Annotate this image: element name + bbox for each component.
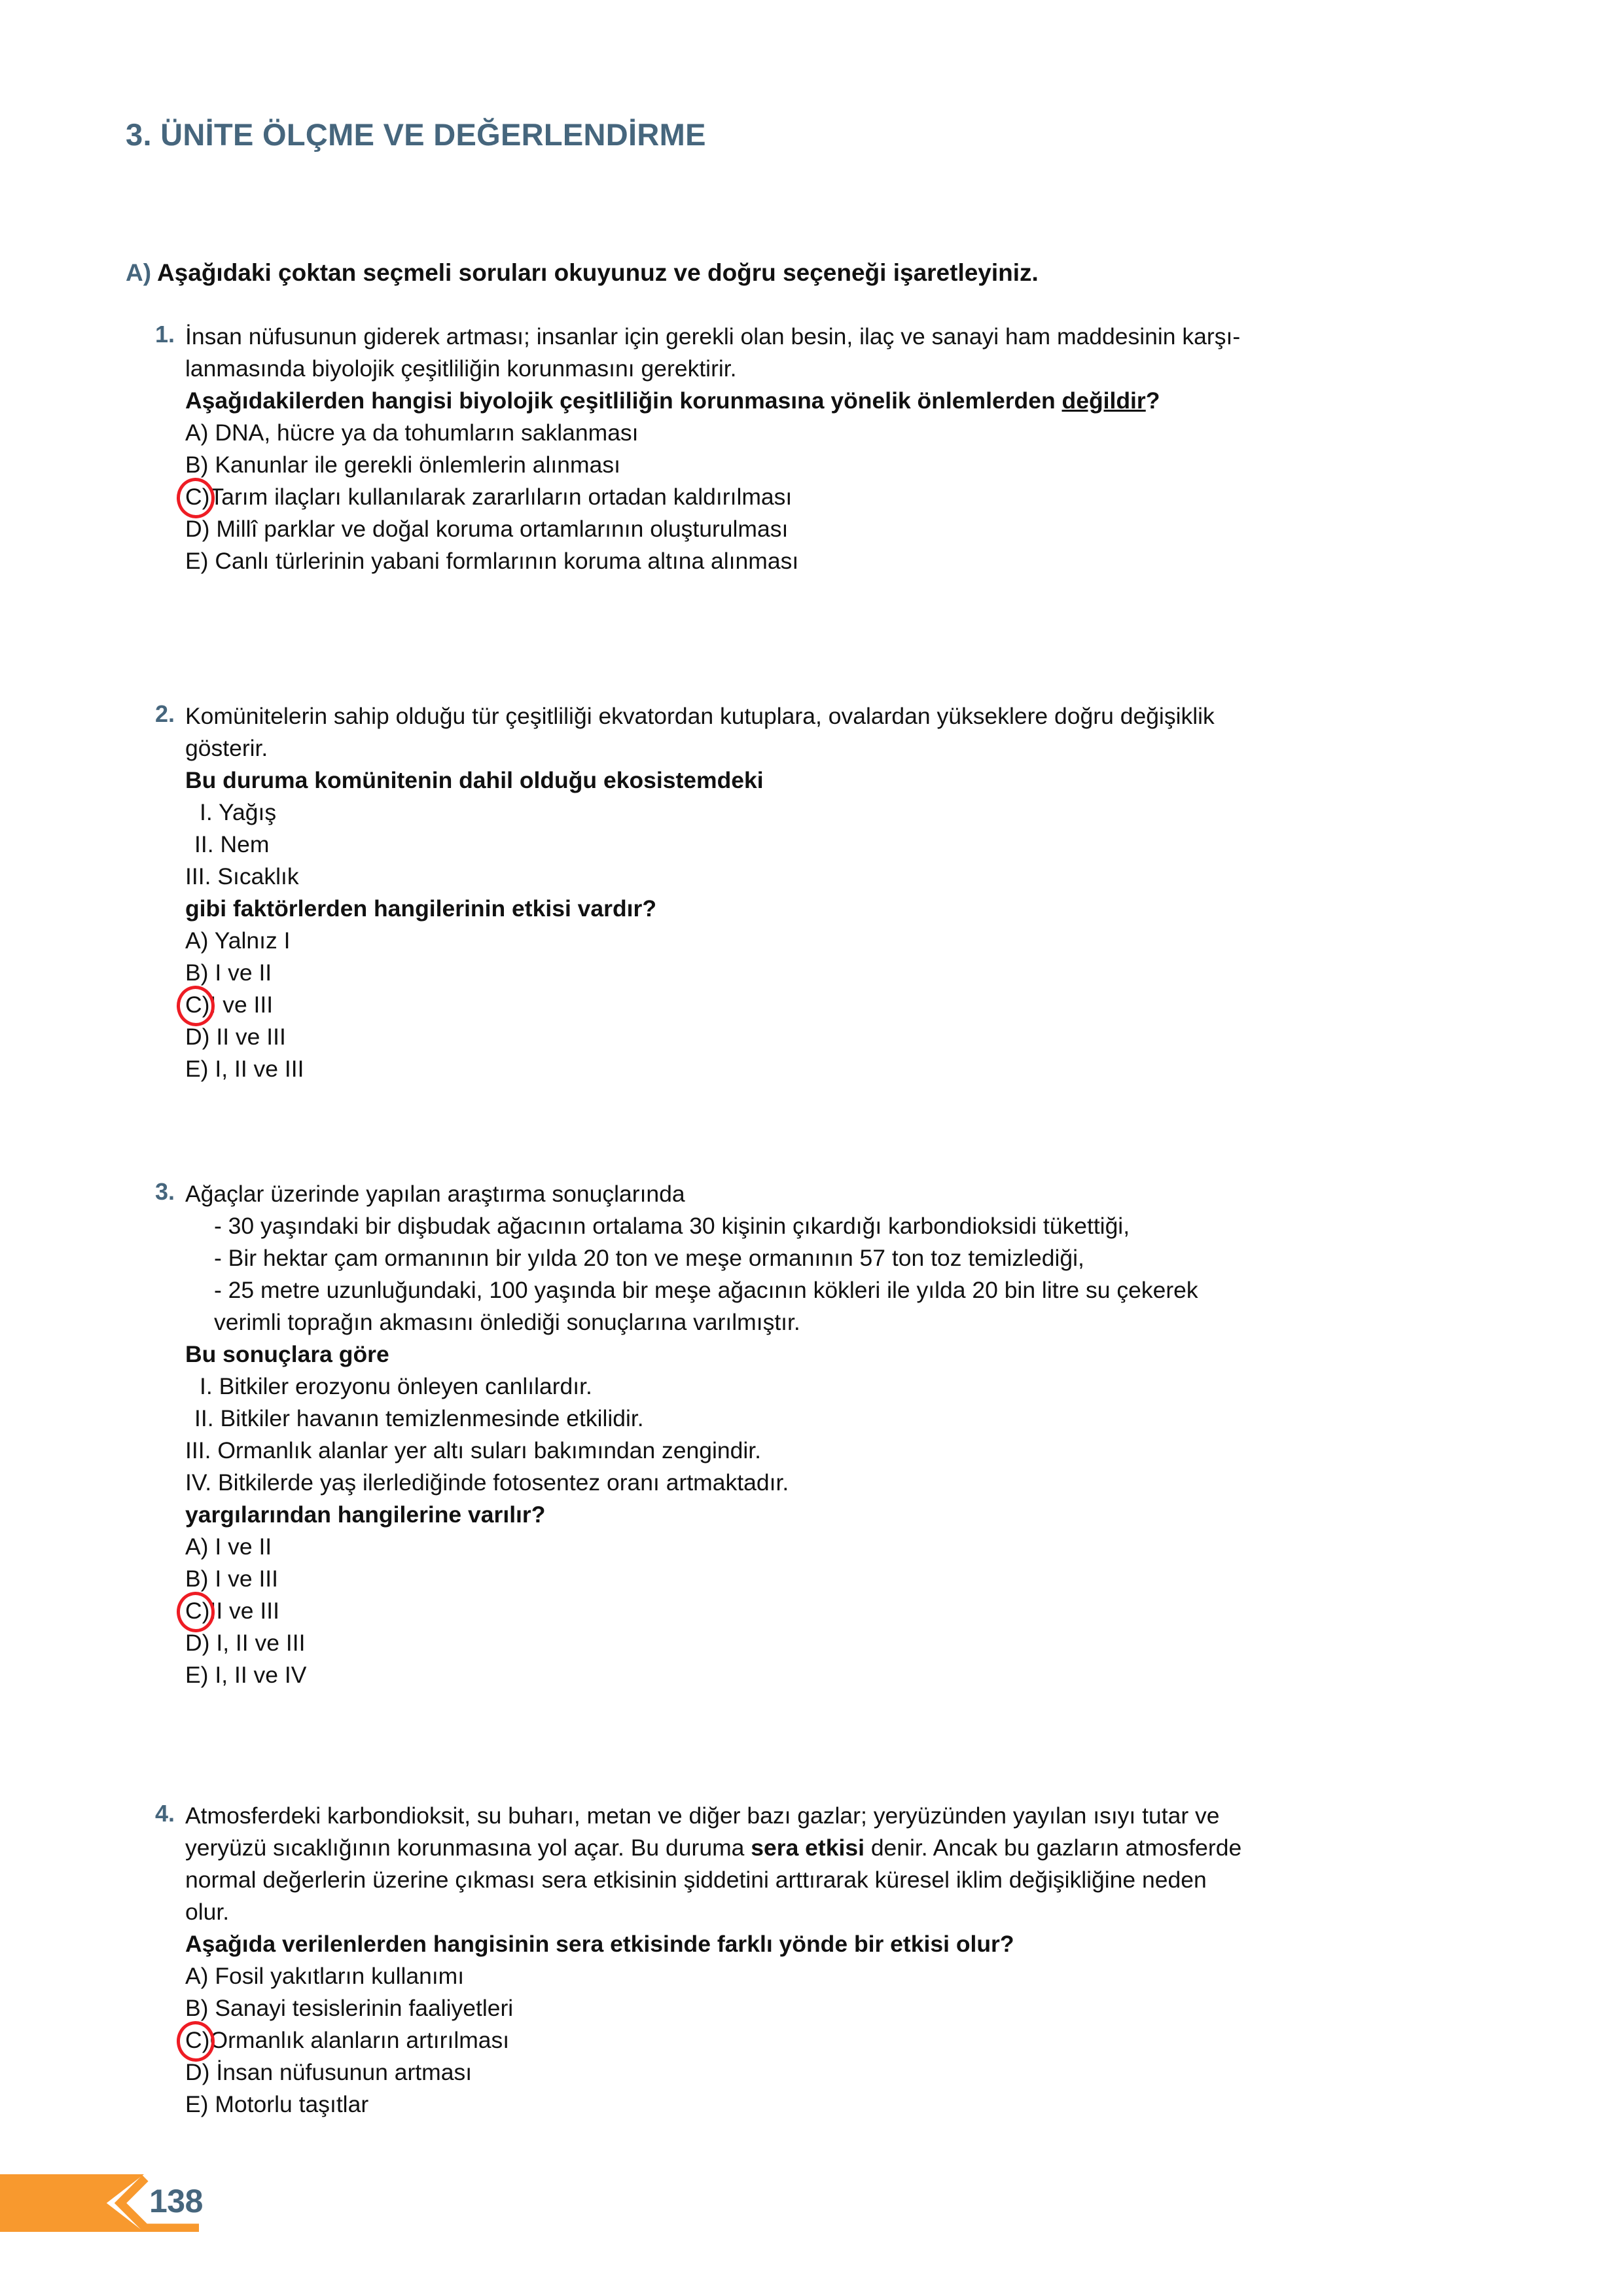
text-line: Komünitelerin sahip olduğu tür çeşitliliği ekvatordan kutuplara, ovalardan yükseklere doğru değişiklik [185, 703, 1215, 729]
option-letter[interactable]: E) [185, 548, 209, 574]
option-letter-circled[interactable]: C) [185, 989, 209, 1021]
option-letter[interactable]: D) [185, 1630, 210, 1656]
option-letter[interactable]: D) [185, 516, 210, 542]
roman-item: IV. Bitkilerde yaş ilerlediğinde fotosentez oranı artmaktadır. [185, 1469, 789, 1496]
option-text: I, II ve IV [208, 1662, 307, 1688]
option-letter[interactable]: D) [185, 2059, 210, 2085]
question-1 [134, 321, 1528, 577]
option-text: Ormanlık alanların artırılması [209, 2027, 510, 2053]
text-line: - 30 yaşındaki bir dişbudak ağacının ortalama 30 kişinin çıkardığı karbondioksidi tükettiği, [214, 1213, 1130, 1239]
option-list [185, 417, 1528, 577]
section-letter: A) [126, 259, 152, 286]
roman-item: II. Bitkiler havanın temizlenmesinde etkilidir. [194, 1405, 644, 1431]
option-c[interactable] [185, 481, 1528, 513]
option-e[interactable] [185, 545, 1528, 577]
question-prompt: Bu sonuçlara göre [185, 1341, 389, 1367]
question-body [185, 321, 1528, 577]
section-instruction [126, 259, 1039, 287]
roman-item: III. Sıcaklık [185, 863, 299, 889]
text-line: Ağaçlar üzerinde yapılan araştırma sonuçlarında [185, 1181, 685, 1207]
text-line: - 25 metre uzunluğundaki, 100 yaşında bir meşe ağacının kökleri ile yılda 20 bin litre su çekerek [214, 1277, 1198, 1303]
page-number: 138 [149, 2183, 203, 2219]
text-line: İnsan nüfusunun giderek artması; insanlar için gerekli olan besin, ilaç ve sanayi ham maddesinin karşı- [185, 323, 1241, 350]
question-prompt: Bu duruma komünitenin dahil olduğu ekosistemdeki [185, 767, 764, 793]
option-a[interactable] [185, 417, 1528, 449]
option-b[interactable] [185, 449, 1528, 481]
page-footer [0, 2174, 275, 2259]
option-list [185, 1531, 1528, 1691]
option-d[interactable] [185, 1021, 1528, 1053]
text-line: Atmosferdeki karbondioksit, su buharı, metan ve diğer bazı gazlar; yeryüzünden yayılan ısıyı tutar ve [185, 1803, 1220, 1829]
option-text: Sanayi tesislerinin faaliyetleri [208, 1995, 514, 2021]
option-letter[interactable]: E) [185, 2091, 209, 2117]
option-letter-circled[interactable]: C) [185, 481, 209, 513]
option-letter[interactable]: B) [185, 960, 209, 986]
option-letter[interactable]: E) [185, 1056, 209, 1082]
question-prompt: Aşağıdakilerden hangisi biyolojik çeşitliliğin korunmasına yönelik önlemlerden değildir? [185, 387, 1160, 414]
page-title: 3. ÜNİTE ÖLÇME VE DEĞERLENDİRME [126, 117, 706, 152]
option-letter[interactable]: A) [185, 1963, 209, 1989]
roman-item: I. Yağış [200, 799, 277, 825]
option-a[interactable] [185, 1960, 1528, 1992]
question-number: 2. [154, 700, 175, 727]
option-text: Canlı türlerinin yabani formlarının koruma altına alınması [208, 548, 799, 574]
text-line: yeryüzü sıcaklığının korunmasına yol açar. Bu duruma sera etkisi denir. Ancak bu gazların atmosferde [185, 1835, 1242, 1861]
option-c[interactable] [185, 989, 1528, 1021]
section-instruction-text: Aşağıdaki çoktan seçmeli soruları okuyunuz ve doğru seçeneği işaretleyiniz. [151, 259, 1039, 286]
question-number: 4. [154, 1800, 175, 1827]
text-line: gösterir. [185, 735, 268, 761]
option-letter[interactable]: A) [185, 1534, 209, 1560]
option-list [185, 1960, 1528, 2121]
option-text: Millî parklar ve doğal koruma ortamlarının oluşturulması [209, 516, 789, 542]
option-text: Motorlu taşıtlar [208, 2091, 369, 2117]
option-text: I ve III [208, 1566, 279, 1592]
question-prompt: gibi faktörlerden hangilerinin etkisi vardır? [185, 895, 657, 922]
option-text: Fosil yakıtların kullanımı [208, 1963, 465, 1989]
option-text: Tarım ilaçları kullanılarak zararlıların ortadan kaldırılması [209, 484, 793, 510]
roman-item: I. Bitkiler erozyonu önleyen canlılardır. [200, 1373, 592, 1399]
option-b[interactable] [185, 1992, 1528, 2024]
option-letter[interactable]: B) [185, 1566, 209, 1592]
option-text: II ve III [209, 1598, 280, 1624]
option-a[interactable] [185, 1531, 1528, 1563]
option-letter-circled[interactable]: C) [185, 1595, 209, 1627]
option-c[interactable] [185, 2024, 1528, 2056]
text-line: normal değerlerin üzerine çıkması sera etkisinin şiddetini arttırarak küresel iklim değişikliğine neden [185, 1867, 1207, 1893]
option-text: I ve II [208, 1534, 272, 1560]
option-letter[interactable]: A) [185, 420, 209, 446]
question-body [185, 1178, 1528, 1691]
option-letter[interactable]: D) [185, 1024, 210, 1050]
text-line: olur. [185, 1899, 230, 1925]
option-text: I ve II [208, 960, 272, 986]
option-text: I, II ve III [208, 1056, 304, 1082]
option-letter[interactable]: B) [185, 1995, 209, 2021]
option-text: DNA, hücre ya da tohumların saklanması [208, 420, 639, 446]
question-body [185, 1800, 1528, 2121]
option-d[interactable] [185, 2056, 1528, 2089]
roman-item: II. Nem [194, 831, 270, 857]
roman-item: III. Ormanlık alanlar yer altı suları bakımından zengindir. [185, 1437, 762, 1463]
option-e[interactable] [185, 1053, 1528, 1085]
option-letter[interactable]: B) [185, 452, 209, 478]
option-text: Kanunlar ile gerekli önlemlerin alınması [208, 452, 620, 478]
text-line: verimli toprağın akmasını önlediği sonuçlarına varılmıştır. [214, 1309, 800, 1335]
question-body [185, 700, 1528, 1085]
text-line: lanmasında biyolojik çeşitliliğin korunmasını gerektirir. [185, 355, 737, 382]
option-letter[interactable]: E) [185, 1662, 209, 1688]
option-list [185, 925, 1528, 1085]
question-3 [134, 1178, 1528, 1691]
question-4 [134, 1800, 1528, 2121]
option-b[interactable] [185, 957, 1528, 989]
option-e[interactable] [185, 1659, 1528, 1691]
option-text: II ve III [209, 1024, 286, 1050]
question-number: 1. [154, 321, 175, 348]
option-text: İnsan nüfusunun artması [209, 2059, 473, 2085]
option-a[interactable] [185, 925, 1528, 957]
option-text: I, II ve III [209, 1630, 306, 1656]
question-number: 3. [154, 1178, 175, 1205]
option-d[interactable] [185, 513, 1528, 545]
question-prompt: Aşağıda verilenlerden hangisinin sera etkisinde farklı yönde bir etkisi olur? [185, 1931, 1014, 1957]
question-prompt: yargılarından hangilerine varılır? [185, 1501, 546, 1528]
option-e[interactable] [185, 2089, 1528, 2121]
option-b[interactable] [185, 1563, 1528, 1595]
option-c[interactable] [185, 1595, 1528, 1627]
option-text: Yalnız I [208, 927, 291, 954]
question-2 [134, 700, 1528, 1085]
text-line: - Bir hektar çam ormanının bir yılda 20 ton ve meşe ormanının 57 ton toz temizlediği, [214, 1245, 1084, 1271]
option-text: I ve III [209, 992, 274, 1018]
option-d[interactable] [185, 1627, 1528, 1659]
option-letter[interactable]: A) [185, 927, 209, 954]
option-letter-circled[interactable]: C) [185, 2024, 209, 2056]
